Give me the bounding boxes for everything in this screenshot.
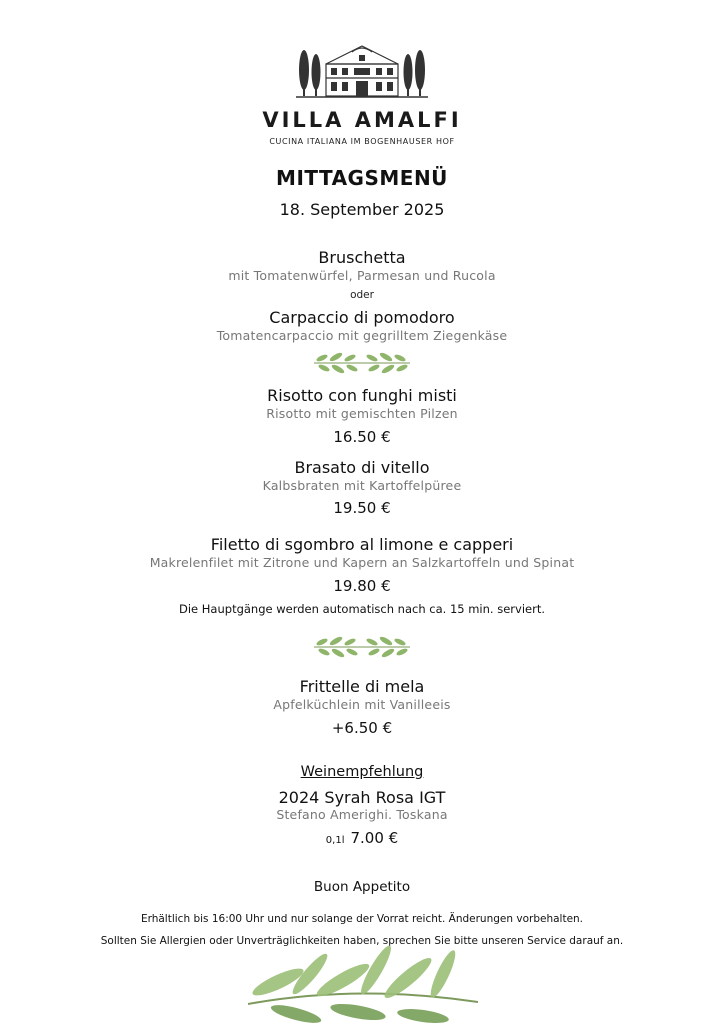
starter-description: mit Tomatenwürfel, Parmesan und Rucola	[228, 268, 496, 283]
dessert-name: Frittelle di mela	[299, 677, 425, 696]
brand-name: VILLA AMALFI	[262, 108, 462, 132]
footer-allergy-note: Sollten Sie Allergien oder Unverträglichkeiten haben, sprechen Sie bitte unseren Service darauf an.	[100, 935, 624, 947]
olive-branch-icon	[310, 634, 414, 660]
wine-producer: Stefano Amerighi. Toskana	[276, 807, 448, 822]
starter-name: Bruschetta	[318, 248, 406, 267]
wine-price-line	[0, 829, 724, 847]
main-dish-name: Risotto con funghi misti	[267, 386, 457, 405]
footer-availability-note: Erhältlich bis 16:00 Uhr und nur solange der Vorrat reicht. Änderungen vorbehalten.	[140, 913, 584, 925]
wine-volume: 0,1l	[325, 835, 345, 846]
brand-tagline: CUCINA ITALIANA IM BOGENHAUSER HOF	[269, 137, 455, 146]
menu-title: MITTAGSMENÜ	[276, 166, 448, 190]
main-dish-price: 16.50 €	[333, 428, 391, 446]
main-dish-description: Risotto mit gemischten Pilzen	[266, 406, 458, 421]
main-dish-name: Filetto di sgombro al limone e capperi	[210, 535, 514, 554]
olive-branch-icon	[310, 350, 414, 376]
starter-name: Carpaccio di pomodoro	[269, 308, 455, 327]
starter-description: Tomatencarpaccio mit gegrilltem Ziegenkäse	[216, 328, 508, 343]
wine-heading: Weinempfehlung	[300, 764, 424, 780]
wine-name: 2024 Syrah Rosa IGT	[278, 788, 446, 807]
wine-price: 7.00 €	[350, 829, 399, 847]
main-dish-description: Makrelenfilet mit Zitrone und Kapern an Salzkartoffeln und Spinat	[149, 555, 575, 570]
main-dish-name: Brasato di vitello	[294, 458, 430, 477]
menu-date: 18. September 2025	[279, 200, 445, 219]
dessert-description: Apfelküchlein mit Vanilleeis	[273, 697, 451, 712]
starter-separator: oder	[350, 289, 374, 301]
dessert-price: +6.50 €	[331, 719, 393, 737]
olive-leaves-icon	[248, 944, 478, 1024]
mains-service-note: Die Hauptgänge werden automatisch nach ca. 15 min. serviert.	[179, 602, 545, 616]
villa-logo-icon	[296, 42, 428, 100]
closing-greeting: Buon Appetito	[313, 879, 411, 895]
main-dish-description: Kalbsbraten mit Kartoffelpüree	[262, 478, 462, 493]
main-dish-price: 19.80 €	[333, 577, 391, 595]
main-dish-price: 19.50 €	[333, 499, 391, 517]
